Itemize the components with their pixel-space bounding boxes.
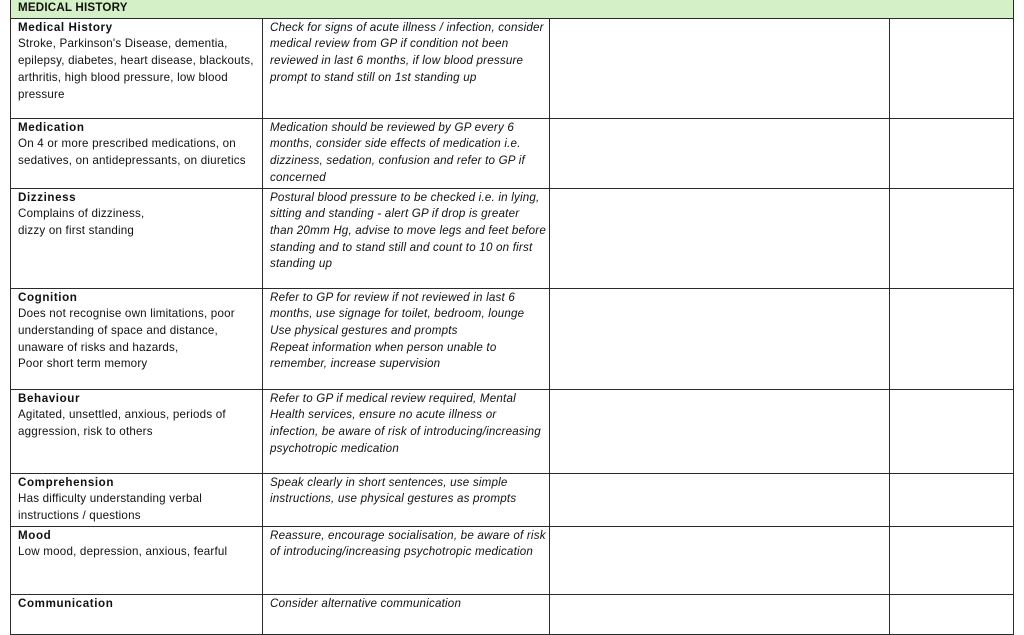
risk-factor-cell bbox=[11, 594, 263, 634]
blank-cell[interactable] bbox=[890, 389, 1014, 473]
risk-factor-cell bbox=[11, 526, 263, 594]
action-cell: Consider alternative communication bbox=[263, 594, 550, 634]
action-cell: Speak clearly in short sentences, use simple instructions, use physical gestures as prompts bbox=[263, 473, 550, 526]
risk-factor-cell bbox=[11, 188, 263, 288]
risk-factor-title: Medical History bbox=[18, 20, 113, 34]
action-cell: Refer to GP for review if not reviewed in last 6 months, use signage for toilet, bedroom, lounge Use physical gestures and prompts Repeat information when person unable to remember, increase supervision bbox=[263, 288, 550, 389]
blank-cell[interactable] bbox=[890, 526, 1014, 594]
blank-cell[interactable] bbox=[550, 18, 890, 118]
action-cell: Postural blood pressure to be checked i.e. in lying, sitting and standing - alert GP if drop is greater than 20mm Hg, advise to move legs and feet before standing and to stand still and count to 10 on first standing up bbox=[263, 188, 550, 288]
table-row bbox=[11, 473, 1014, 526]
table-row bbox=[11, 389, 1014, 473]
risk-factor-title: Mood bbox=[18, 528, 52, 542]
risk-factor-description: Does not recognise own limitations, poor understanding of space and distance, unaware of risks and hazards, Poor short term memory bbox=[18, 307, 235, 371]
blank-cell[interactable] bbox=[890, 118, 1014, 188]
risk-factor-title: Communication bbox=[18, 596, 114, 610]
table-row bbox=[11, 288, 1014, 389]
risk-factor-cell bbox=[11, 473, 263, 526]
risk-factor-cell bbox=[11, 18, 263, 118]
section-header-row bbox=[11, 0, 1014, 18]
table-row bbox=[11, 18, 1014, 118]
blank-cell[interactable] bbox=[890, 18, 1014, 118]
blank-cell[interactable] bbox=[550, 118, 890, 188]
blank-cell[interactable] bbox=[890, 188, 1014, 288]
risk-factor-description: Low mood, depression, anxious, fearful bbox=[18, 545, 228, 559]
blank-cell[interactable] bbox=[550, 389, 890, 473]
risk-factor-title: Cognition bbox=[18, 290, 78, 304]
table-row bbox=[11, 594, 1014, 634]
risk-assessment-sheet bbox=[10, 0, 1013, 635]
action-cell: Check for signs of acute illness / infection, consider medical review from GP if condition not been reviewed in last 6 months, if low blood pressure prompt to stand still on 1st standing up bbox=[263, 18, 550, 118]
risk-factor-title: Medication bbox=[18, 120, 85, 134]
action-cell: Reassure, encourage socialisation, be aware of risk of introducing/increasing psychotropic medication bbox=[263, 526, 550, 594]
risk-factor-cell bbox=[11, 389, 263, 473]
table-row bbox=[11, 526, 1014, 594]
risk-factor-cell bbox=[11, 118, 263, 188]
risk-factor-title: Dizziness bbox=[18, 190, 77, 204]
blank-cell[interactable] bbox=[890, 594, 1014, 634]
action-cell: Medication should be reviewed by GP every 6 months, consider side effects of medication i.e. dizziness, sedation, confusion and refer to GP if concerned bbox=[263, 118, 550, 188]
table-row bbox=[11, 118, 1014, 188]
section-title: MEDICAL HISTORY bbox=[11, 0, 1014, 18]
risk-factor-description: Stroke, Parkinson's Disease, dementia, epilepsy, diabetes, heart disease, blackouts, arthritis, high blood pressure, low blood pressure bbox=[18, 37, 254, 101]
risk-factor-cell bbox=[11, 288, 263, 389]
blank-cell[interactable] bbox=[550, 526, 890, 594]
blank-cell[interactable] bbox=[890, 473, 1014, 526]
risk-factor-title: Behaviour bbox=[18, 391, 81, 405]
blank-cell[interactable] bbox=[890, 288, 1014, 389]
action-cell: Refer to GP if medical review required, Mental Health services, ensure no acute illness or infection, be aware of risk of introducing/increasing psychotropic medication bbox=[263, 389, 550, 473]
blank-cell[interactable] bbox=[550, 473, 890, 526]
risk-factor-description: Agitated, unsettled, anxious, periods of aggression, risk to others bbox=[18, 408, 226, 438]
risk-factor-description: Complains of dizziness, dizzy on first standing bbox=[18, 207, 145, 237]
risk-factor-description: Has difficulty understanding verbal instructions / questions bbox=[18, 492, 203, 522]
blank-cell[interactable] bbox=[550, 188, 890, 288]
blank-cell[interactable] bbox=[550, 288, 890, 389]
table-row bbox=[11, 188, 1014, 288]
blank-cell[interactable] bbox=[550, 594, 890, 634]
medical-history-table bbox=[10, 0, 1014, 635]
risk-factor-title: Comprehension bbox=[18, 475, 115, 489]
risk-factor-description: On 4 or more prescribed medications, on sedatives, on antidepressants, on diuretics bbox=[18, 137, 246, 168]
